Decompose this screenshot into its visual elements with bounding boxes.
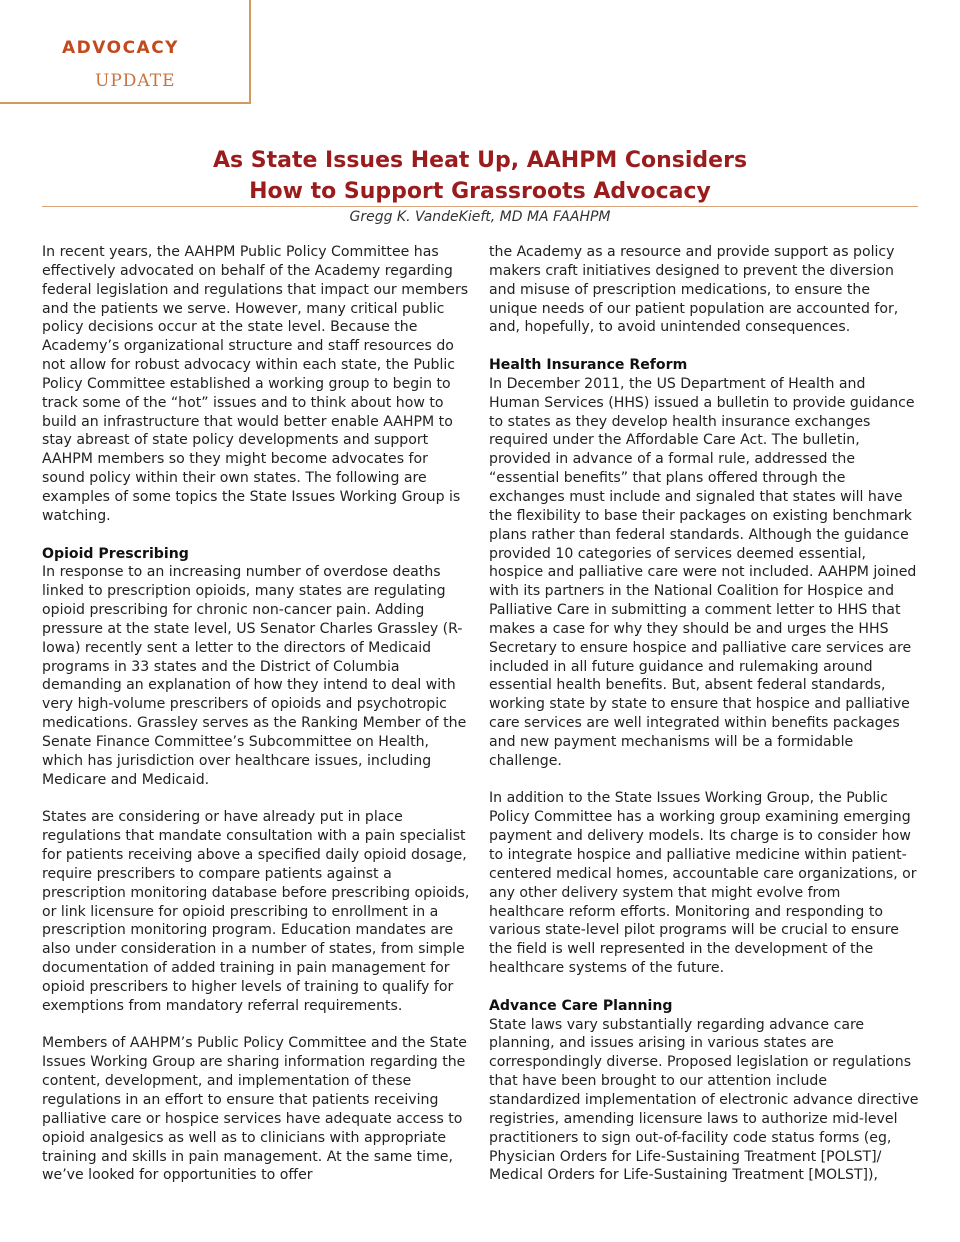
section-kicker: ADVOCACY xyxy=(62,38,179,58)
intro-paragraph: In recent years, the AAHPM Public Policy Committee has effectively advocated on behalf of the Academy regarding federal legislation and regulations that impact our members and the patients we serve. However, many critical public policy decisions occur at the state level. Because the Academy’s organizational structure and staff resources do not allow for robust advocacy within each state, the Public Policy Committee established a working group to begin to track some of the “hot” issues and to think about how to build an infrastructure that would better enable AAHPM to stay abreast of state policy developments and support AAHPM members so they might become advocates for sound policy within their own states. The following are examples of some topics the State Issues Working Group is watching. xyxy=(42,244,469,524)
health-insurance-paragraph-2: In addition to the State Issues Working Group, the Public Policy Committee has a working group examining emerging payment and delivery models. Its charge is to consider how to integrate hospice and palliative medicine within patient-centered medical homes, accountable care organizations, or any other delivery system that might evolve from healthcare reform efforts. Monitoring and responding to various state-level pilot programs will be crucial to ensure the field is well represented in the development of the healthcare systems of the future. xyxy=(489,790,917,977)
opioid-prescribing-heading: Opioid Prescribing xyxy=(42,545,189,562)
article-title-line-2: How to Support Grassroots Advocacy xyxy=(249,179,711,204)
advance-care-paragraph-1: State laws vary substantially regarding advance care planning, and issues arising in various states are correspondingly diverse. Proposed legislation or regulations that have been brought to our attention include standardized implementation of electronic advance directive registries, amending licensure laws to authorize mid-level practitioners to sign out-of-facility code status forms (eg, Physician Orders for Life-Sustaining Treatment [POLST]/ Medical Orders for Life-Sustaining Treatment [MOLST]), xyxy=(489,1016,919,1184)
continued-paragraph: the Academy as a resource and provide support as policy makers craft initiatives designed to prevent the diversion and misuse of prescription medications, to ensure the unique needs of our patient population are accounted for, and, hopefully, to avoid unintended consequences. xyxy=(489,244,899,336)
opioid-paragraph-2: States are considering or have already put in place regulations that mandate consultation with a pain specialist for patients receiving above a specified daily opioid dosage, require prescribers to compare patients against a prescription monitoring database before prescribing opioids, or link licensure for opioid prescribing to enrollment in a prescription monitoring program. Education mandates are also under consideration in a number of states, from simple documentation of added training in pain management for opioid prescribers to higher levels of training to qualify for exemptions from mandatory referral requirements. xyxy=(42,809,470,1014)
article-byline: Gregg K. VandeKieft, MD MA FAAHPM xyxy=(349,209,611,225)
left-column xyxy=(42,243,472,1185)
opioid-paragraph-1: In response to an increasing number of overdose deaths linked to prescription opioids, many states are regulating opioid prescribing for chronic non-cancer pain. Adding pressure at the state level, US Senator Charles Grassley (R-Iowa) recently sent a letter to the directors of Medicaid programs in 33 states and the District of Columbia demanding an explanation of how they intend to deal with very high-volume prescribers of opioids and psychotropic medications. Grassley serves as the Ranking Member of the Senate Finance Committee’s Subcommittee on Health, which has jurisdiction over healthcare issues, including Medicare and Medicaid. xyxy=(42,564,467,788)
opioid-paragraph-3: Members of AAHPM’s Public Policy Committee and the State Issues Working Group are sharing information regarding the content, development, and implementation of these regulations in an effort to ensure that patients receiving palliative care or hospice services have adequate access to opioid analgesics as well as to clinicians with appropriate training and skills in pain management. At the same time, we’ve looked for opportunities to offer xyxy=(42,1035,467,1184)
health-insurance-reform-heading: Health Insurance Reform xyxy=(489,357,688,374)
article-title-line-1: As State Issues Heat Up, AAHPM Considers xyxy=(212,148,748,173)
advance-care-planning-heading: Advance Care Planning xyxy=(489,997,673,1014)
article-title xyxy=(42,145,918,207)
section-subkicker: UPDATE xyxy=(95,71,176,91)
health-insurance-paragraph-1: In December 2011, the US Department of Health and Human Services (HHS) issued a bulletin to provide guidance to states as they develop health insurance exchanges required under the Affordable Care Act. The bulletin, provided in advance of a formal rule, addressed the “essential benefits” that plans offered through the exchanges must include and signaled that states will have the flexibility to base their packages on existing benchmark plans rather than federal standards. Although the guidance provided 10 categories of services deemed essential, hospice and palliative care were not included. AAHPM joined with its partners in the National Coalition for Hospice and Palliative Care in submitting a comment letter to HHS that makes a case for why they should be and urges the HHS Secretary to ensure hospice and palliative care services are included in all future guidance and rulemaking around essential health benefits. But, absent federal standards, working state by state to ensure that hospice and palliative care services are well integrated within benefits packages and new payment mechanisms will be a formidable challenge. xyxy=(489,375,917,769)
section-header-box xyxy=(0,0,251,104)
title-divider xyxy=(42,206,918,207)
right-column xyxy=(489,243,919,1185)
